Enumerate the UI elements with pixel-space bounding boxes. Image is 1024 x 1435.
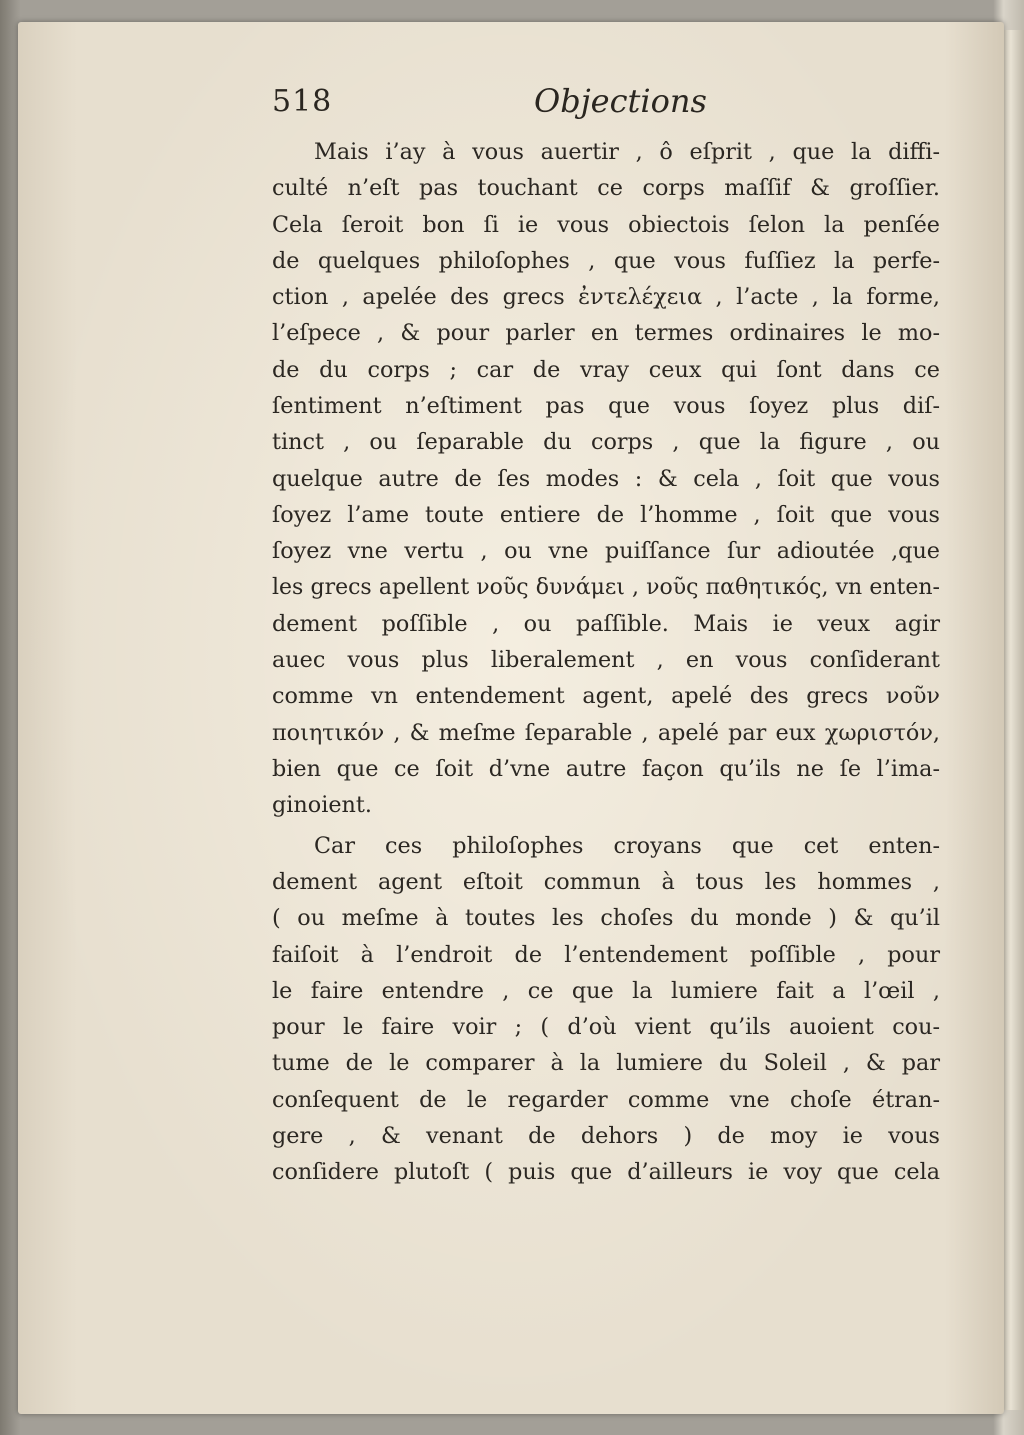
text-line: de du corps ; car de vray ceux qui ſont dans ce bbox=[272, 356, 940, 383]
text-line: Car ces philoſophes croyans que cet enten- bbox=[314, 832, 940, 859]
text-line: gere , & venant de dehors ) de moy ie vous bbox=[272, 1123, 940, 1150]
paragraph-1 bbox=[272, 134, 940, 824]
text-line: culté n’eſt pas touchant ce corps maſſif & groſſier. bbox=[272, 175, 940, 202]
text-line: dement poſſible , ou paſſible. Mais ie veux agir bbox=[272, 610, 940, 637]
paragraph-2 bbox=[272, 828, 940, 1191]
text-line: quelque autre de ſes modes : & cela , ſoit que vous bbox=[272, 465, 940, 492]
text-line: ſentiment n’eſtiment pas que vous ſoyez plus diſ- bbox=[272, 393, 940, 420]
text-line: comme vn entendement agent, apelé des grecs νοῦν bbox=[272, 683, 940, 710]
text-line: ſoyez l’ame toute entiere de l’homme , ſoit que vous bbox=[272, 501, 940, 528]
text-line: l’eſpece , & pour parler en termes ordinaires le mo- bbox=[272, 320, 940, 347]
text-line: conſequent de le regarder comme vne choſe étran- bbox=[272, 1086, 940, 1113]
text-line: bien que ce ſoit d’vne autre façon qu’ils ne ſe l’ima- bbox=[272, 756, 940, 783]
text-line: ποιητικόν , & meſme ſeparable , apelé par eux χωριστόν, bbox=[272, 719, 940, 746]
text-line: les grecs apellent νοῦς δυνάμει , νοῦς παθητικός, vn enten- bbox=[272, 574, 940, 600]
text-line: le faire entendre , ce que la lumiere fait a l’œil , bbox=[272, 977, 940, 1004]
running-title: Objections bbox=[534, 82, 707, 120]
text-line: tinct , ou ſeparable du corps , que la figure , ou bbox=[272, 429, 940, 456]
body-text bbox=[272, 134, 940, 1191]
text-line: pour le faire voir ; ( d’où vient qu’ils auoient cou- bbox=[272, 1014, 940, 1041]
text-line: conſidere plutoſt ( puis que d’ailleurs ie voy que cela bbox=[272, 1159, 940, 1186]
page-number: 518 bbox=[272, 84, 333, 119]
text-line: Cela ſeroit bon ſi ie vous obiectois ſelon la penſée bbox=[272, 211, 940, 238]
text-line: tume de le comparer à la lumiere du Soleil , & par bbox=[272, 1050, 940, 1077]
text-line: ( ou meſme à toutes les choſes du monde ) & qu’il bbox=[272, 905, 940, 932]
text-line: ction , apelée des grecs ἐντελέχεια , l’acte , la forme, bbox=[272, 284, 940, 311]
text-line: dement agent eſtoit commun à tous les hommes , bbox=[272, 868, 940, 895]
text-line: ſoyez vne vertu , ou vne puiſſance ſur adioutée ,que bbox=[272, 538, 940, 565]
text-line: ginoient. bbox=[272, 792, 372, 819]
page-edge bbox=[1002, 30, 1024, 1410]
text-line: auec vous plus liberalement , en vous conſiderant bbox=[272, 647, 940, 674]
text-line: de quelques philoſophes , que vous fuſſiez la perfe- bbox=[272, 247, 940, 274]
page-header bbox=[272, 84, 940, 124]
text-line: Mais i’ay à vous auertir , ô eſprit , que la diffi- bbox=[314, 139, 940, 165]
text-line: faiſoit à l’endroit de l’entendement poſſible , pour bbox=[272, 941, 940, 968]
